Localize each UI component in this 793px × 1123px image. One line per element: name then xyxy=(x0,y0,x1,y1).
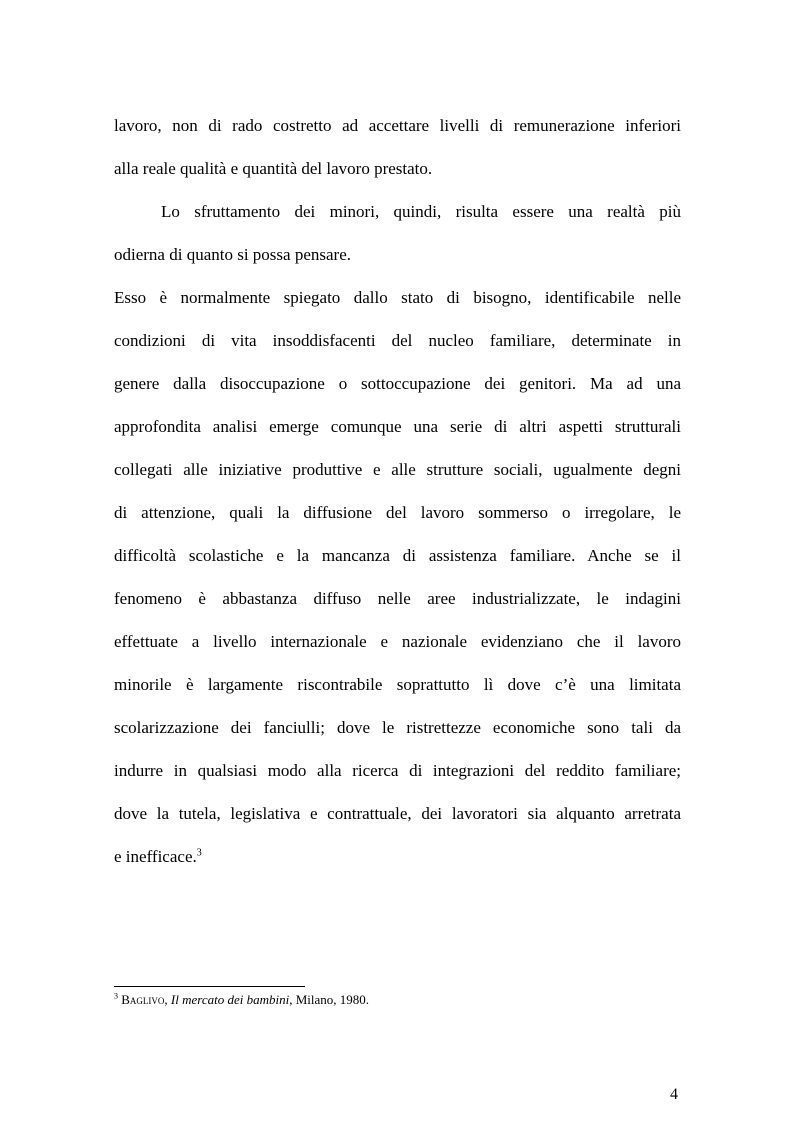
body-line-9: collegati alle iniziative produttive e alle strutture sociali, ugualmente degni xyxy=(114,460,681,479)
body-line-6: condizioni di vita insoddisfacenti del nucleo familiare, determinate in xyxy=(114,331,681,350)
body-line-12: fenomeno è abbastanza diffuso nelle aree industrializzate, le indagini xyxy=(114,589,681,608)
body-line-2: alla reale qualità e quantità del lavoro prestato. xyxy=(114,159,433,178)
body-line-10: di attenzione, quali la diffusione del lavoro sommerso o irregolare, le xyxy=(114,503,681,522)
body-line-18-text: e inefficace. xyxy=(114,847,197,866)
body-line-14: minorile è largamente riscontrabile soprattutto lì dove c’è una limitata xyxy=(114,675,681,694)
body-line-13: effettuate a livello internazionale e nazionale evidenziano che il lavoro xyxy=(114,632,681,651)
footnote-number: 3 xyxy=(114,991,118,1001)
body-line-8: approfondita analisi emerge comunque una serie di altri aspetti strutturali xyxy=(114,417,681,436)
body-line-7: genere dalla disoccupazione o sottoccupazione dei genitori. Ma ad una xyxy=(114,374,681,393)
footnote-rest: , Milano, 1980. xyxy=(289,992,370,1007)
footnote-author-separator: , xyxy=(164,992,171,1007)
body-line-3: Lo sfruttamento dei minori, quindi, risulta essere una realtà più xyxy=(161,202,681,221)
body-line-15: scolarizzazione dei fanciulli; dove le ristrettezze economiche sono tali da xyxy=(114,718,681,737)
footnote-title: Il mercato dei bambini xyxy=(170,992,290,1007)
footnote xyxy=(114,992,369,1008)
body-line-11: difficoltà scolastiche e la mancanza di assistenza familiare. Anche se il xyxy=(114,546,681,565)
footnote-author: Baglivo xyxy=(121,992,165,1007)
footnote-reference[interactable]: 3 xyxy=(196,847,202,859)
body-line-5: Esso è normalmente spiegato dallo stato di bisogno, identificabile nelle xyxy=(114,288,681,307)
body-line-1: lavoro, non di rado costretto ad accettare livelli di remunerazione inferiori xyxy=(114,116,681,135)
body-line-18 xyxy=(114,847,202,867)
page-number: 4 xyxy=(670,1086,678,1103)
body-line-16: indurre in qualsiasi modo alla ricerca di integrazioni del reddito familiare; xyxy=(114,761,681,780)
body-line-17: dove la tutela, legislativa e contrattuale, dei lavoratori sia alquanto arretrata xyxy=(114,804,681,823)
footnote-separator xyxy=(114,986,305,987)
body-line-4: odierna di quanto si possa pensare. xyxy=(114,245,351,264)
